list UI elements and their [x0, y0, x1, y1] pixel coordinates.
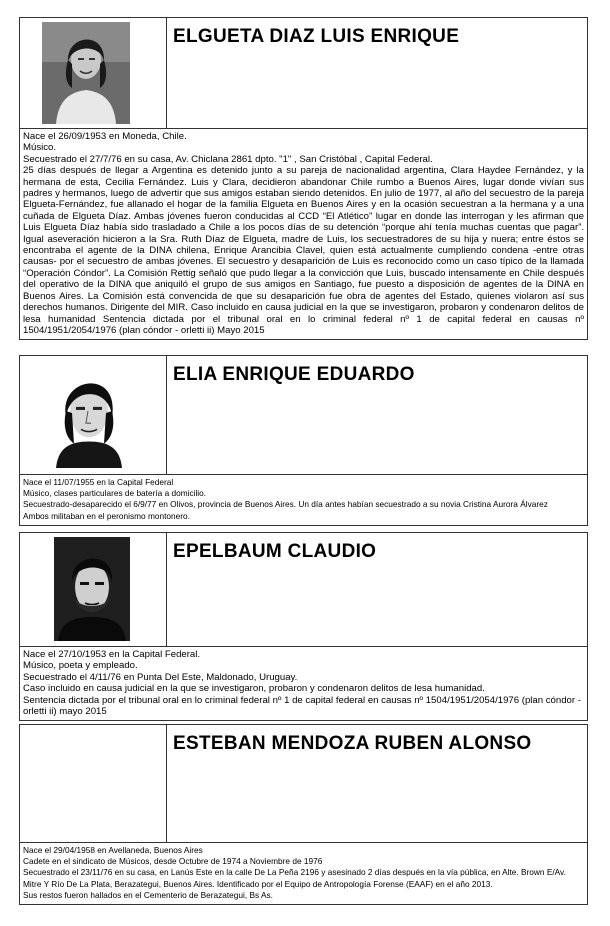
entry-header — [20, 18, 587, 129]
entry-description — [20, 647, 587, 720]
victim-entry — [19, 532, 588, 721]
portrait-photo-icon — [54, 537, 130, 641]
entry-line: Músico. — [23, 142, 57, 154]
photo-cell — [20, 18, 167, 128]
photo-cell — [20, 725, 167, 842]
entry-line: Sus restos fueron hallados en el Cementerio de Berazategui, Bs As. — [23, 889, 273, 900]
entry-line: Ambos militaban en el peronismo montonero. — [23, 510, 190, 521]
entry-line: Músico, poeta y empleado. — [23, 660, 138, 672]
entry-line: Nace el 11/07/1955 en la Capital Federal — [23, 477, 174, 487]
entry-description — [20, 129, 587, 339]
entry-line: Secuestrado el 23/11/76 en su casa, en Lanús Este en la calle De La Peña 2196 y asesinado 2 días después en la vía pública, en Alte. Brown E/Av. Mitre Y Río De La Plata, Berazategui, Buenos Aires. Identificado por el Equipo de Antropología Forense (EAAF) en el año 2013. — [23, 867, 566, 889]
entry-description — [20, 475, 587, 525]
portrait-photo-icon — [48, 358, 130, 468]
entry-line: Cadete en el sindicato de Músicos, desde Octubre de 1974 a Noviembre de 1976 — [23, 856, 323, 867]
victim-entry — [19, 355, 588, 526]
victim-entry — [19, 724, 588, 905]
entry-line: Músico, clases particulares de batería a domicilio. — [23, 488, 207, 499]
portrait-photo-icon — [42, 22, 130, 124]
entry-line: Nace el 26/09/1953 en Moneda, Chile. — [23, 131, 187, 142]
entry-name: EPELBAUM CLAUDIO — [173, 541, 377, 562]
entry-name: ELIA ENRIQUE EDUARDO — [173, 364, 415, 385]
victim-entry — [19, 17, 588, 340]
entry-header — [20, 533, 587, 647]
entry-header — [20, 725, 587, 843]
photo-cell — [20, 356, 167, 474]
entry-name: ELGUETA DIAZ LUIS ENRIQUE — [173, 26, 460, 47]
entry-line: Secuestrado el 27/7/76 en su casa, Av. Chiclana 2861 dpto. "1" , San Cristóbal , Capital Federal. — [23, 153, 433, 165]
photo-cell — [20, 533, 167, 646]
entry-line: Secuestrado el 4/11/76 en Punta Del Este, Maldonado, Uruguay. — [23, 671, 298, 683]
entry-line: Sentencia dictada por el tribunal oral en lo criminal federal nº 1 de capital federal en causas nº 1504/1951/2054/1976 (plan cóndor - orletti ii) mayo 2015 — [23, 694, 581, 718]
entry-line: Nace el 29/04/1958 en Avellaneda, Buenos Aires — [23, 845, 203, 855]
entry-line: Nace el 27/10/1953 en la Capital Federal. — [23, 649, 201, 660]
entry-description — [20, 843, 587, 904]
entry-line: 25 días después de llegar a Argentina es detenido junto a su pareja de nacionalidad argentina, Clara Haydee Fernández, y la hermana de esta, Cecilia Fernández. Luis y Clara, decidieron abandonar Chile rumbo a Buenos Aires, lugar donde vivían sus padres y hermanos, luego de advertir que sus amigos estaban siendo detenidos. En julio de 1977, al año del secuestro de la pareja Elgueta-Fernández, fue allanado el hogar de la familia Elgueta en Buenos Aires y en la ocasión secuestran a la hermana y a una cuñada de Elgueta Díaz. Ambas jóvenes fueron conducidas al CCD “El Atlético” lugar en donde las interrogan y les afirman que Luis Elgueta Díaz había sido trasladado a Chile a los pocos días de su detención “porque ahí tenía muchas cuentas que pagar”. Igual aseveración hicieron a la Sra. Ruth Díaz de Elgueta, madre de Luis, los secuestradores de su hija y nuera; entre éstos se encontraba el agente de la DINA chilena, Enrique Arancibia Clavel, quien está actualmente cumpliendo condena -entre otras causas- por el secuestro de ambas jóvenes. El secuestro y desaparición de Luis es reconocido como un caso típico de la llamada “Operación Cóndor”. La Comisión Rettig señaló que pudo llegar a la convicción que Luis, buscado intensamente en Chile después del operativo de la DINA que aniquiló el grupo de sus amigos en Santiago, fue puesto a disposición de agentes de la DINA en Buenos Aires. La Comisión está convencida de que su desaparición fue obra de agentes del Estado, quienes violaron así sus derechos humanos. Dirigente del MIR. Caso incluido en causa judicial en la que se investigaron, probaron y condenaron delitos de lesa humanidad Sentencia dictada por el tribunal oral en lo criminal federal nº 1 de capital federal en causas nº 1504/1951/2054/1976 (plan cóndor - orletti ii) Mayo 2015 — [23, 165, 584, 336]
entry-header — [20, 356, 587, 475]
entry-line: Secuestrado-desaparecido el 6/9/77 en Olivos, provincia de Buenos Aires. Un día antes habían secuestrado a su novia Cristina Aurora Álvarez — [23, 499, 548, 510]
entry-name: ESTEBAN MENDOZA RUBEN ALONSO — [173, 733, 532, 754]
entry-line: Caso incluido en causa judicial en la que se investigaron, probaron y condenaron delitos de lesa humanidad. — [23, 683, 485, 695]
